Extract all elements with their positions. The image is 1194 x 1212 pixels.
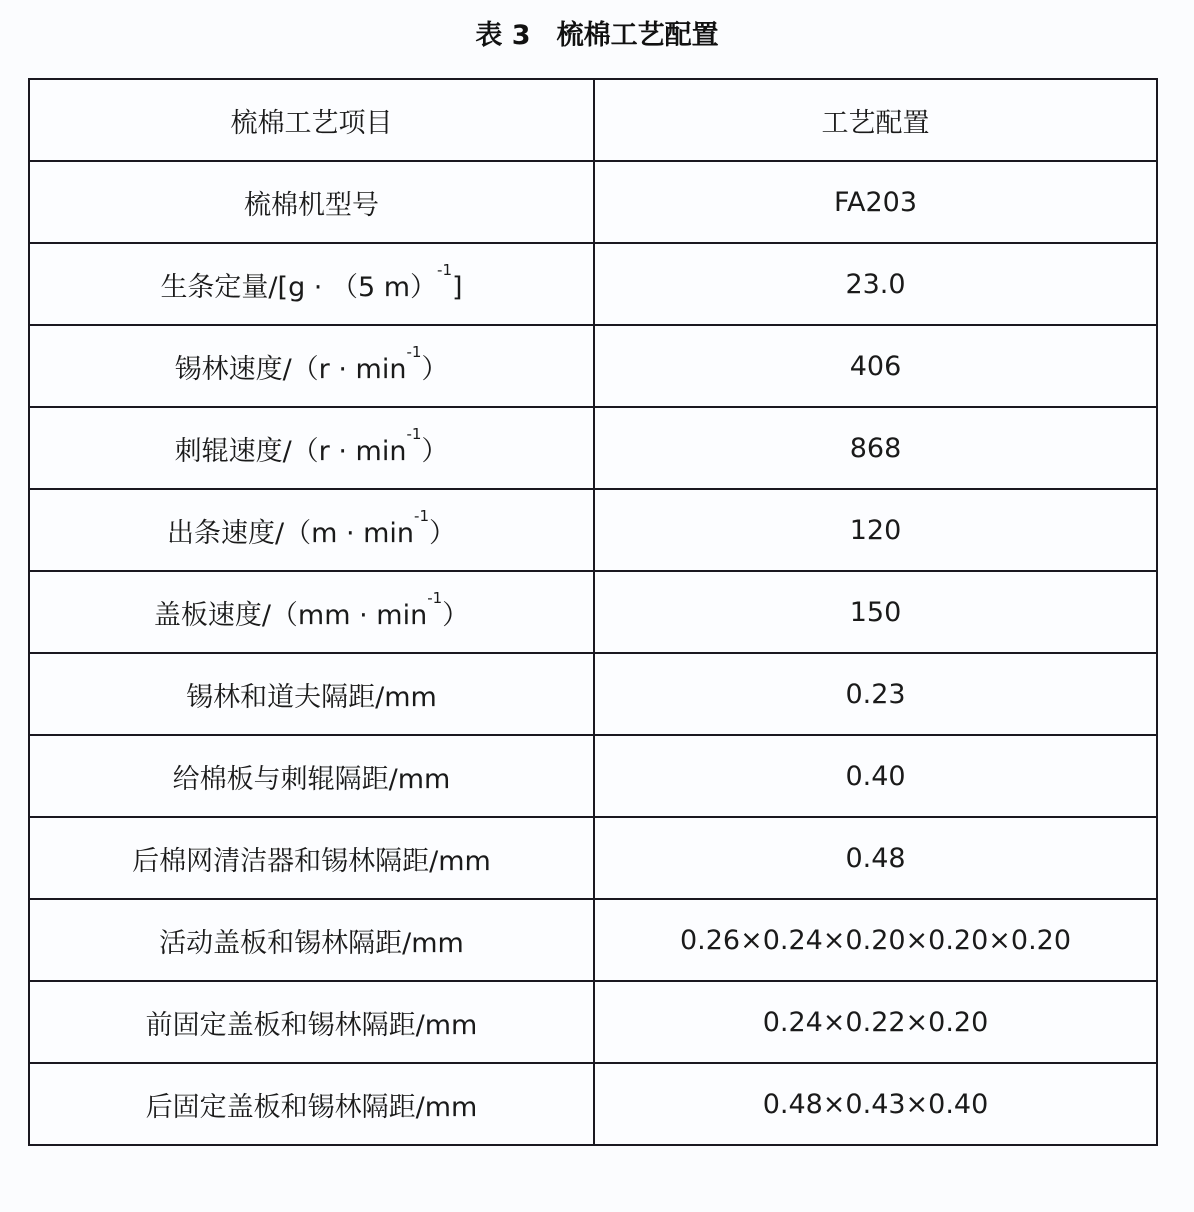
item-cell: [29, 571, 594, 653]
header-config: 工艺配置: [594, 79, 1157, 161]
value-cell: 0.40: [594, 735, 1157, 817]
table-row: [29, 161, 1157, 243]
item-label: 刺辊速度/（r · min: [174, 435, 407, 467]
table-caption: [0, 14, 1194, 58]
superscript: -1: [406, 424, 422, 443]
value-cell: 150: [594, 571, 1157, 653]
item-label: 生条定量/[g · （5 m）: [160, 271, 438, 303]
item-cell: 前固定盖板和锡林隔距/mm: [29, 981, 594, 1063]
item-tail: ）: [421, 353, 449, 385]
item-cell: [29, 161, 594, 243]
value-cell: 406: [594, 325, 1157, 407]
item-tail: ）: [442, 599, 470, 631]
item-cell: [29, 489, 594, 571]
value-cell: 0.24×0.22×0.20: [594, 981, 1157, 1063]
item-cell: [29, 407, 594, 489]
item-label: 盖板速度/（mm · min: [153, 599, 428, 631]
table-row: [29, 981, 1157, 1063]
item-tail: ）: [429, 517, 457, 549]
value-cell: 0.48: [594, 817, 1157, 899]
value-cell: 0.26×0.24×0.20×0.20×0.20: [594, 899, 1157, 981]
value-cell: 868: [594, 407, 1157, 489]
superscript: -1: [437, 260, 452, 279]
header-row: [29, 79, 1157, 161]
value-cell: 0.48×0.43×0.40: [594, 1063, 1157, 1145]
item-label: 出条速度/（m · min: [166, 517, 415, 549]
table-row: [29, 407, 1157, 489]
table-row: [29, 817, 1157, 899]
superscript: -1: [427, 588, 443, 607]
table-row: [29, 653, 1157, 735]
item-cell: 后固定盖板和锡林隔距/mm: [29, 1063, 594, 1145]
header-item: 梳棉工艺项目: [29, 79, 594, 161]
value-cell: FA203: [594, 161, 1157, 243]
table-row: [29, 243, 1157, 325]
item-cell: 后棉网清洁器和锡林隔距/mm: [29, 817, 594, 899]
item-tail: ）: [421, 435, 449, 467]
item-cell: 锡林和道夫隔距/mm: [29, 653, 594, 735]
item-cell: 活动盖板和锡林隔距/mm: [29, 899, 594, 981]
carding-config-table: [28, 78, 1158, 1146]
table-row: [29, 735, 1157, 817]
item-label: 锡林速度/（r · min: [174, 353, 407, 385]
superscript: -1: [406, 342, 422, 361]
item-cell: 给棉板与刺辊隔距/mm: [29, 735, 594, 817]
table-row: [29, 489, 1157, 571]
table-row: [29, 1063, 1157, 1145]
table-row: [29, 899, 1157, 981]
value-cell: 23.0: [594, 243, 1157, 325]
item-label: 梳棉机型号: [244, 189, 379, 221]
table-row: [29, 325, 1157, 407]
value-cell: 120: [594, 489, 1157, 571]
item-cell: [29, 325, 594, 407]
table-row: [29, 571, 1157, 653]
item-tail: ]: [452, 271, 463, 303]
table-title: 梳棉工艺配置: [556, 20, 719, 51]
table-number: 表 3: [475, 20, 531, 51]
value-cell: 0.23: [594, 653, 1157, 735]
item-cell: [29, 243, 594, 325]
superscript: -1: [414, 506, 430, 525]
